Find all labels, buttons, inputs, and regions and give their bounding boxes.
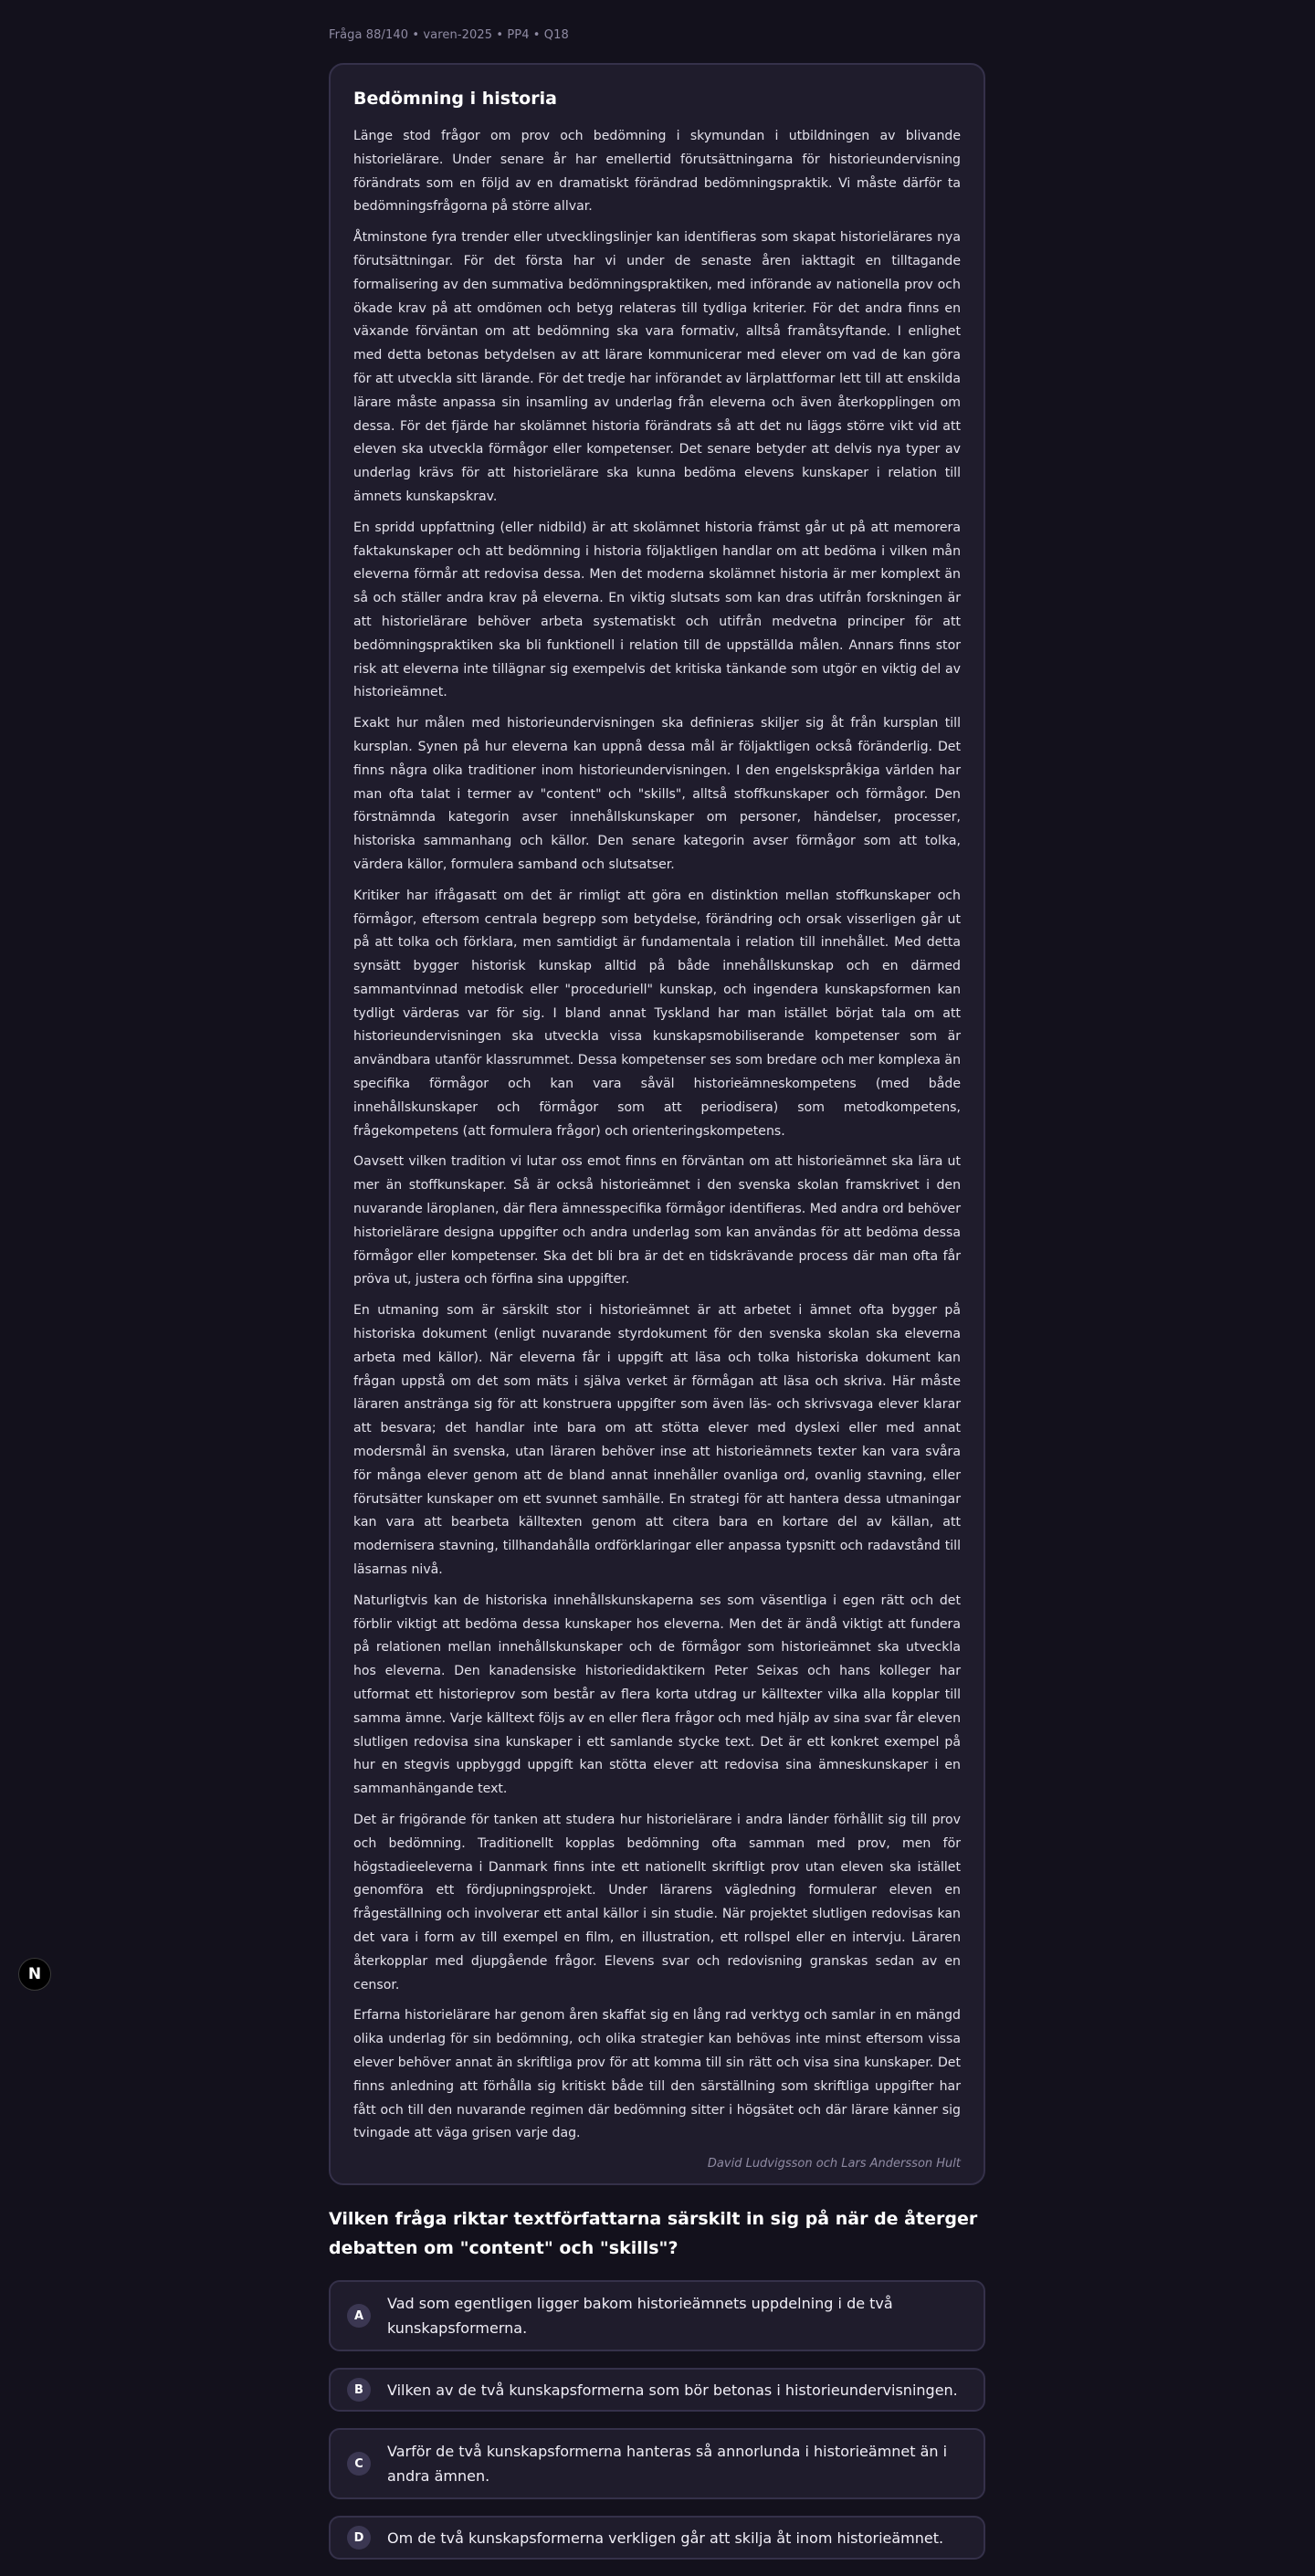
question-text: Vilken fråga riktar textförfattarna särskilt in sig på när de återger debatten om "content" och "skills"? (329, 2209, 978, 2258)
option-d[interactable] (329, 2516, 985, 2560)
n-logo-icon[interactable]: N (18, 1958, 51, 1991)
passage-paragraph: Exakt hur målen med historieundervisningen ska definieras skiljer sig åt från kursplan till kursplan. Synen på hur eleverna kan uppnå dessa mål är följaktligen också föränderlig. Det finns några olika traditioner inom historieundervisningen. I den engelskspråkiga världen har man ofta talat i termer av "content" och "skills", alltså stoffkunskaper och förmågor. Den förstnämnda kategorin avser innehållskunskaper om personer, händelser, processer, historiska sammanhang och källor. Den senare kategorin avser förmågor som att tolka, värdera källor, formulera samband och slutsatser. (353, 716, 961, 872)
passage-paragraph: En utmaning som är särskilt stor i historieämnet är att arbetet i ämnet ofta bygger på historiska dokument (enligt nuvarande styrdokument för den svenska skolan ska eleverna arbeta med källor). När eleverna får i uppgift att läsa och tolka historiska dokument kan frågan uppstå om det som mäts i själva verket är förmågan att läsa och skriva. Här måste läraren anstränga sig för att konstruera uppgifter som även läs- och skrivsvaga elever klarar att besvara; det handlar inte bara om att stötta elever med dyslexi eller med annat modersmål än svenska, utan läraren behöver inse att historieämnets texter kan vara svåra för många elever genom att de bland annat innehåller ovanliga ord, ovanlig stavning, eller förutsätter kunskaper om ett svunnet samhälle. En strategi för att hantera dessa utmaningar kan vara att bearbeta källtexten genom att citera bara en kortare del av källan, att modernisera stavning, tillhandahålla ordförklaringar eller anpassa typsnitt och radavstånd till läsarnas nivå. (353, 1303, 961, 1578)
passage-paragraph: Åtminstone fyra trender eller utvecklingslinjer kan identifieras som skapat historielärares nya förutsättningar. För det första har vi under de senaste åren iakttagit en tilltagande formalisering av den summativa bedömningspraktiken, med införande av nationella prov och ökade krav på att omdömen och betyg relateras till tydliga kriterier. För det andra finns en växande förväntan om att bedömning ska vara formativ, alltså framåtsyftande. I enlighet med detta betonas betydelsen av att lärare kommunicerar med elever om vad de kan göra för att utveckla sitt lärande. För det tredje har införandet av lärplattformar lett till att enskilda lärare måste anpassa sin insamling av underlag från eleverna och även återkopplingen om dessa. För det fjärde har skolämnet historia förändrats så att det nu läggs större vikt vid att eleven ska utveckla förmågor eller kompetenser. Det senare betyder att delvis nya typer av underlag krävs för att historielärare ska kunna bedöma elevens kunskaper i relation till ämnets kunskapskrav. (353, 230, 961, 504)
passage-paragraph: Det är frigörande för tanken att studera hur historielärare i andra länder förhållit sig till prov och bedömning. Traditionellt kopplas bedömning ofta samman med prov, men för högstadieeleverna i Danmark finns inte ett nationellt skriftligt prov utan eleven ska istället genomföra ett fördjupningsprojekt. Under lärarens vägledning formulerar eleven en frågeställning och involverar ett antal källor i sin studie. När projektet slutligen redovisas kan det vara i form av till exempel en film, en illustration, ett rollspel eller en intervju. Läraren återkopplar med djupgående frågor. Elevens svar och redovisning granskas sedan av en censor. (353, 1812, 961, 1992)
answer-options (329, 2280, 985, 2576)
option-text: Vad som egentligen ligger bakom historieämnets uppdelning i de två kunskapsformerna. (387, 2295, 893, 2337)
option-b[interactable] (329, 2368, 985, 2412)
passage-authors: David Ludvigsson och Lars Andersson Hult (707, 2157, 961, 2171)
option-c[interactable] (329, 2428, 985, 2499)
passage-card (329, 63, 985, 2185)
passage-paragraph: En spridd uppfattning (eller nidbild) är att skolämnet historia främst går ut på att memorera faktakunskaper och att bedömning i historia följaktligen handlar om att bedöma i vilken mån eleverna förmår att redovisa dessa. Men det moderna skolämnet historia är mer komplext än så och ställer andra krav på eleverna. En viktig slutsats som kan dras utifrån forskningen är att historielärare behöver arbeta systematiskt och utifrån medvetna principer för att bedömningspraktiken ska bli funktionell i relation till de uppställda målen. Annars finns stor risk att eleverna inte tillägnar sig exempelvis det kritiska tänkande som utgör en viktig del av historieämnet. (353, 520, 961, 700)
option-letter-badge: D (347, 2526, 371, 2550)
passage-paragraph: Länge stod frågor om prov och bedömning i skymundan i utbildningen av blivande historielärare. Under senare år har emellertid förutsättningarna för historieundervisning förändrats som en följd av en dramatiskt förändrad bedömningspraktik. Vi måste därför ta bedömningsfrågorna på större allvar. (353, 129, 961, 215)
question-meta: Fråga 88/140 • varen-2025 • PP4 • Q18 (329, 28, 569, 42)
option-letter-badge: C (347, 2452, 371, 2476)
passage-paragraph: Naturligtvis kan de historiska innehållskunskaperna ses som väsentliga i egen rätt och det förblir viktigt att bedöma dessa kunskaper hos eleverna. Men det är ändå viktigt att fundera på relationen mellan innehållskunskaper och de förmågor som historieämnet ska utveckla hos eleverna. Den kanadensiske historiedidaktikern Peter Seixas och hans kolleger har utformat ett historieprov som består av flera korta utdrag ur källtexter vilka alla kopplar till samma ämne. Varje källtext följs av en eller flera frågor och med hjälp av sina svar får eleven slutligen redovisa sina kunskaper i ett samlande stycke text. Det är ett konkret exempel på hur en stegvis uppbyggd uppgift kan stötta elever att redovisa sina ämneskunskaper i en sammanhängande text. (353, 1593, 961, 1797)
passage-title: Bedömning i historia (353, 89, 557, 109)
option-text: Vilken av de två kunskapsformerna som bör betonas i historieundervisningen. (387, 2381, 958, 2399)
option-text: Varför de två kunskapsformerna hanteras så annorlunda i historieämnet än i andra ämnen. (387, 2443, 948, 2485)
passage-paragraph: Oavsett vilken tradition vi lutar oss emot finns en förväntan om att historieämnet ska lära ut mer än stoffkunskaper. Så är också historieämnet i den svenska skolan framskrivet i den nuvarande läroplanen, där flera ämnesspecifika förmågor identifieras. Med andra ord behöver historielärare designa uppgifter och andra underlag som kan användas för att bedöma dessa förmågor eller kompetenser. Ska det bli bra är det en tidskrävande process där man ofta får pröva ut, justera och förfina sina uppgifter. (353, 1154, 961, 1288)
option-text: Om de två kunskapsformerna verkligen går att skilja åt inom historieämnet. (387, 2529, 944, 2547)
passage-paragraph: Erfarna historielärare har genom åren skaffat sig en lång rad verktyg och samlar in en mängd olika underlag för sin bedömning, och olika strategier kan behövas inte minst eftersom vissa elever behöver annat än skriftliga prov för att komma till sin rätt och visa sina kunskaper. Det finns anledning att förhålla sig kritiskt både till den särställning som skriftliga uppgifter har fått och till den nuvarande regimen där bedömning sitter i högsätet och där lärare känner sig tvingade att väga grisen varje dag. (353, 2008, 961, 2141)
option-letter-badge: A (347, 2304, 371, 2328)
option-a[interactable] (329, 2280, 985, 2351)
option-letter-badge: B (347, 2378, 371, 2402)
passage-paragraph: Kritiker har ifrågasatt om det är rimligt att göra en distinktion mellan stoffkunskaper och förmågor, eftersom centrala begrepp som betydelse, förändring och orsak visserligen går ut på att tolka och förklara, men samtidigt är fundamentala i relation till innehållet. Med detta synsätt bygger historisk kunskap alltid på både innehållskunskap och en därmed sammantvinnad metodisk eller "proceduriell" kunskap, och ingendera kunskapsformen kan tydligt värderas var för sig. I bland annat Tyskland har man istället börjat tala om att historieundervisningen ska utveckla vissa kunskapsmobiliserande kompetenser som är användbara utanför klassrummet. Dessa kompetenser ses som bredare och mer komplexa än specifika förmågor och kan vara såväl historieämneskompetens (med både innehållskunskaper och förmågor som att periodisera) som metodkompetens, frågekompetens (att formulera frågor) och orienteringskompetens. (353, 888, 961, 1139)
